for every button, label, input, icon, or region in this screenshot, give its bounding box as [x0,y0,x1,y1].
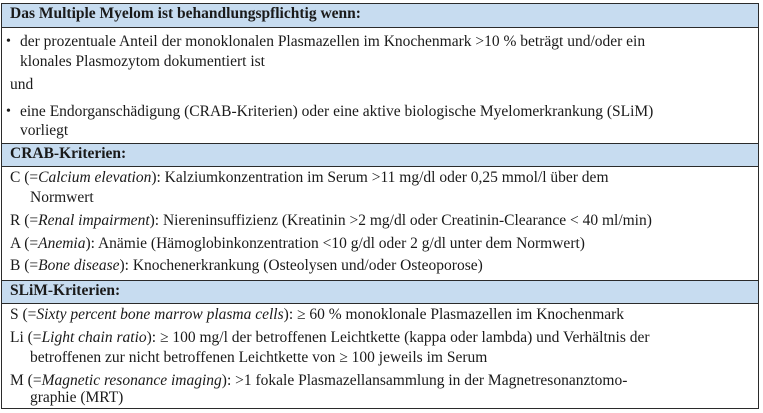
section-title: SLiM-Kriterien: [10,282,121,299]
criterion-description: ): Knochenerkrankung (Osteolysen und/oder Osteoporose) [119,257,483,274]
bullet-icon: • [6,34,11,49]
crab-r-criterion [10,211,652,231]
slim-li-criterion [10,328,650,348]
crab-b-criterion [10,256,483,276]
criterion-line-continued: graphie (MRT) [30,389,124,406]
crab-c-criterion [10,168,609,188]
criterion-term: Renal impairment [38,212,150,229]
criterion-description: ): >1 fokale Plasmazellansammlung in der Magnetresonanztomo- [221,372,628,389]
criterion-line-continued: vorliegt [20,122,69,139]
section-header-slim [2,280,758,304]
criterion-description: ): ≥ 100 mg/l der betroffenen Leichtkette (kappa oder lambda) und Verhältnis der [146,329,650,346]
criterion-term: Light chain ratio [41,329,147,346]
criterion-term: Magnetic resonance imaging [41,372,222,389]
criterion-prefix: S (= [10,306,37,323]
criterion-description: ): Kalziumkonzentration im Serum >11 mg/dl oder 0,25 mmol/l über dem [151,169,609,186]
criterion-prefix: Li (= [10,329,42,346]
criterion-prefix: C (= [10,169,39,186]
criterion-prefix: M (= [10,372,42,389]
criterion-term: Anemia [38,235,86,252]
section-header-treatment [2,4,758,28]
crab-a-criterion [10,234,585,254]
criterion-prefix: R (= [10,212,39,229]
section-title: Das Multiple Myelom ist behandlungspflichtig wenn: [10,5,361,22]
criterion-description: ): Anämie (Hämoglobinkonzentration <10 g/dl oder 2 g/dl unter dem Normwert) [85,235,585,252]
criterion-prefix: A (= [10,235,39,252]
criterion-term: Sixty percent bone marrow plasma cells [36,306,284,323]
section-header-crab [2,143,758,167]
bullet-icon: • [6,104,11,119]
criterion-description: ): Niereninsuffizienz (Kreatinin >2 mg/dl oder Creatinin-Clearance < 40 ml/min) [149,212,652,229]
criterion-prefix: B (= [10,257,39,274]
section-title: CRAB-Kriterien: [10,145,127,162]
criterion-line: der prozentuale Anteil der monoklonalen Plasmazellen im Knochenmark >10 % beträgt und/oder ein [20,33,646,50]
criterion-term: Bone disease [38,257,120,274]
criterion-line-continued: Normwert [30,189,94,206]
criterion-line: eine Endorganschädigung (CRAB-Kriterien) oder eine aktive biologische Myelomerkrankung (SLiM) [20,103,654,120]
criterion-line-continued: betroffenen zur nicht betroffenen Leichtkette von ≥ 100 jeweils im Serum [30,349,488,366]
criterion-description: ): ≥ 60 % monoklonale Plasmazellen im Knochenmark [283,306,625,323]
criteria-table [1,3,759,409]
criterion-term: Calcium elevation [38,169,152,186]
slim-s-criterion [10,305,624,325]
criterion-line-continued: klonales Plasmozytom dokumentiert ist [20,53,265,70]
conjunction-text: und [10,76,34,93]
